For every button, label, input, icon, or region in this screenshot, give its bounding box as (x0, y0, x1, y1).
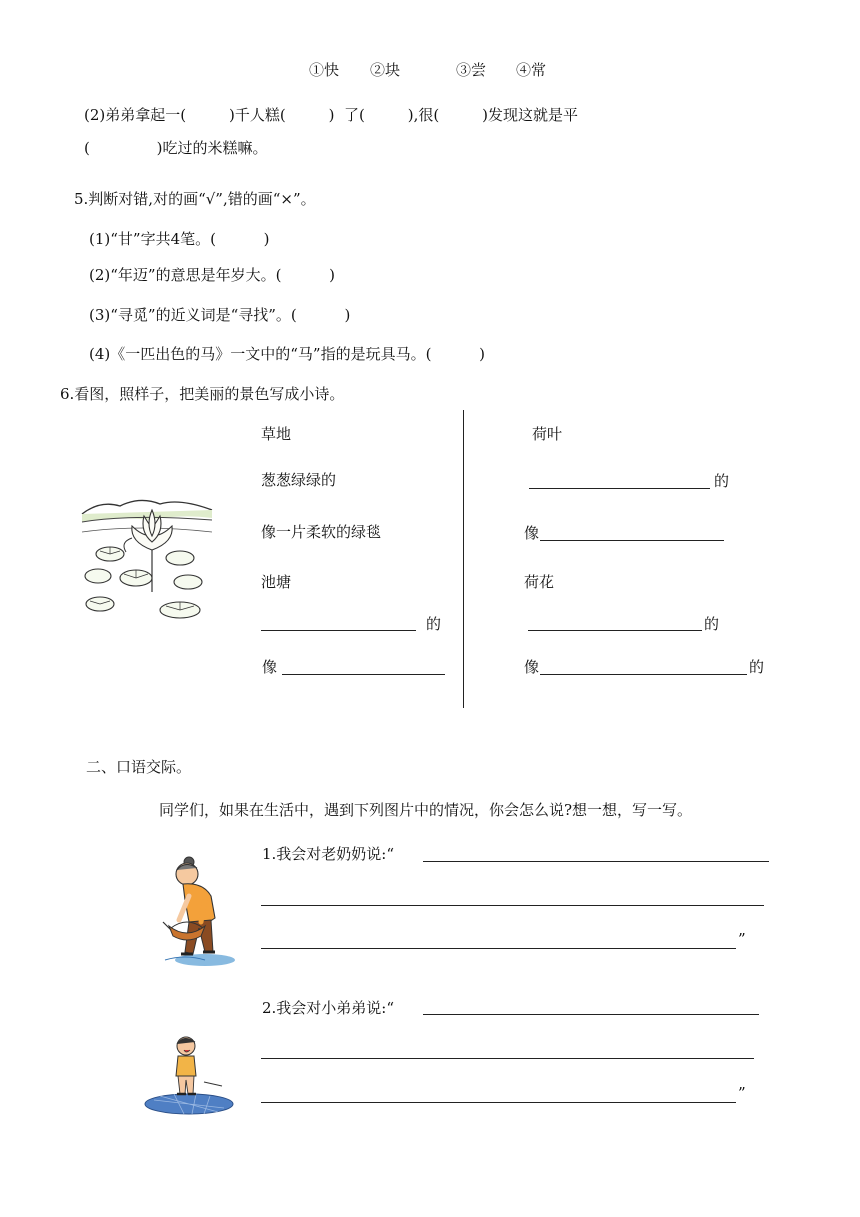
section2-intro: 同学们，如果在生活中，遇到下列图片中的情况，你会怎么说?想一想，写一写。 (159, 801, 693, 819)
q1-label: 1.我会对老奶奶说:“ (262, 845, 395, 863)
left-line-1: 葱葱绿绿的 (261, 471, 337, 489)
grandmother-illustration (145, 856, 240, 968)
right-blank-1[interactable] (529, 488, 710, 489)
q2-blank-3[interactable] (261, 1102, 736, 1103)
left-de: 的 (426, 615, 442, 633)
q2-blank-1[interactable] (423, 1014, 759, 1015)
left-word-2: 池塘 (261, 573, 292, 591)
q2-blank-2[interactable] (261, 1058, 754, 1059)
right-word-2: 荷花 (524, 573, 555, 591)
left-blank-2[interactable] (282, 674, 445, 675)
right-xiang-1: 像 (524, 524, 540, 542)
q1-blank-2[interactable] (261, 905, 764, 906)
right-blank-2[interactable] (540, 540, 724, 541)
little-boy-illustration (144, 1034, 234, 1116)
left-line-2: 像一片柔软的绿毯 (261, 523, 382, 541)
right-word-1: 荷叶 (532, 425, 563, 443)
right-blank-4[interactable] (540, 674, 747, 675)
q2-label: 2.我会对小弟弟说:“ (262, 999, 395, 1017)
q5-title: 5.判断对错,对的画“√”,错的画“×”。 (74, 190, 316, 208)
q1-close-quote: ” (738, 930, 746, 948)
q1-blank-3[interactable] (261, 948, 736, 949)
q2-close-quote: ” (738, 1084, 746, 1102)
left-word-1: 草地 (261, 425, 292, 443)
option-1: ①快 (309, 61, 340, 79)
left-xiang: 像 (262, 658, 278, 676)
right-blank-3[interactable] (528, 630, 702, 631)
option-2: ②块 (370, 61, 401, 79)
q5-item-1: (1)“甘”字共4笔。( ) (89, 230, 270, 248)
q4-sentence-line2: ( )吃过的米糕嘛。 (84, 139, 268, 157)
option-4: ④常 (516, 61, 547, 79)
left-blank-1[interactable] (261, 630, 416, 631)
q4-sentence-line1: (2)弟弟拿起一( )千人糕( ) 了( ),很( )发现这就是平 (84, 106, 579, 124)
q6-title: 6.看图，照样子，把美丽的景色写成小诗。 (60, 385, 345, 403)
section2-title: 二、口语交际。 (86, 758, 192, 776)
lotus-pond-illustration (80, 492, 216, 622)
q5-item-3: (3)“寻觅”的近义词是“寻找”。( ) (89, 306, 351, 324)
q5-item-2: (2)“年迈”的意思是年岁大。( ) (89, 266, 335, 284)
right-de-1: 的 (714, 472, 730, 490)
q5-item-4: (4)《一匹出色的马》一文中的“马”指的是玩具马。( ) (89, 345, 485, 363)
q1-blank-1[interactable] (423, 861, 769, 862)
right-xiang-2: 像 (524, 658, 540, 676)
column-divider (463, 410, 464, 708)
right-de-3: 的 (749, 658, 765, 676)
right-de-2: 的 (704, 615, 720, 633)
option-3: ③尝 (456, 61, 487, 79)
